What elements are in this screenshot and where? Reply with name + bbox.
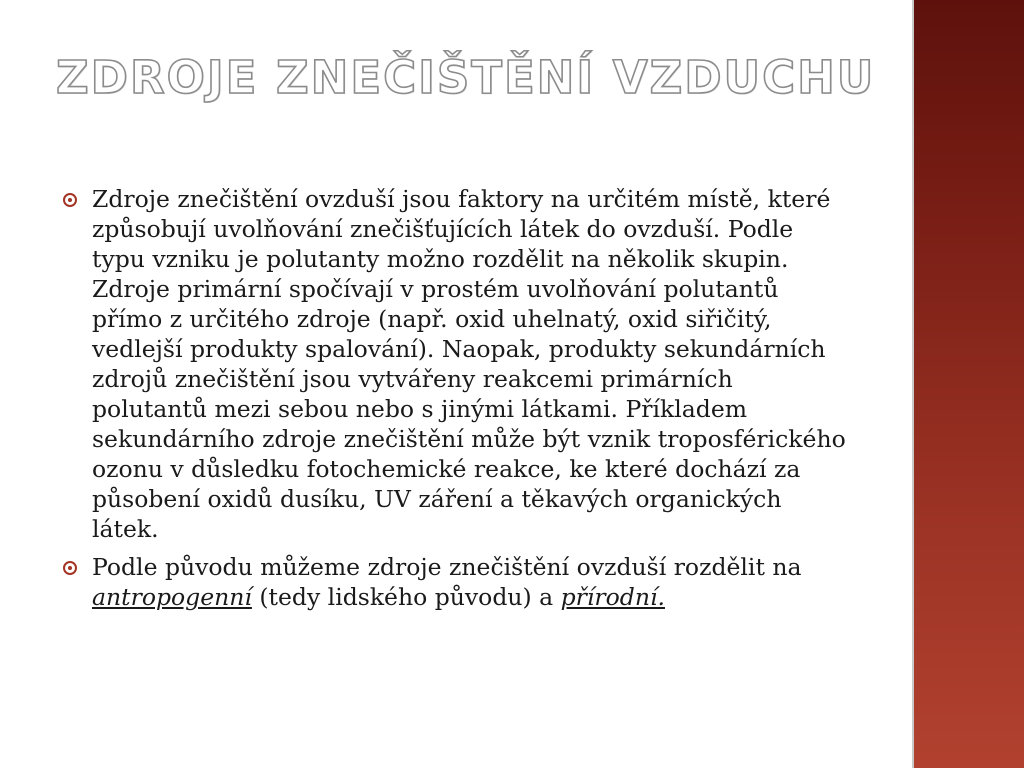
bullet-text-2-middle: (tedy lidského původu) a	[251, 583, 561, 611]
term-natural: přírodní.	[560, 583, 665, 611]
circle-bullet-icon	[63, 193, 77, 207]
slide-title: ZDROJE ZNEČIŠTĚNÍ VZDUCHU	[56, 51, 876, 104]
bullet-text-2-start: Podle původu můžeme zdroje znečištění ovzduší rozdělit na	[92, 553, 802, 581]
circle-bullet-icon	[63, 561, 77, 575]
bullet-item-1	[62, 184, 852, 544]
bullet-list	[62, 184, 852, 620]
bullet-text-1: Zdroje znečištění ovzduší jsou faktory na určitém místě, které způsobují uvolňování znečišťujících látek do ovzduší. Podle typu vzniku je polutanty možno rozdělit na několik skupin. Zdroje primární spočívají v prostém uvolňování polutantů přímo z určitého zdroje (např. oxid uhelnatý, oxid siřičitý, vedlejší produkty spalování). Naopak, produkty sekundárních zdrojů znečištění jsou vytvářeny reakcemi primárních polutantů mezi sebou nebo s jinými látkami. Příkladem sekundárního zdroje znečištění může být vznik troposférického ozonu v důsledku fotochemické reakce, ke které dochází za působení oxidů dusíku, UV záření a těkavých organických látek.	[92, 185, 846, 543]
decorative-side-band	[912, 0, 1024, 768]
bullet-item-2	[62, 552, 852, 612]
term-anthropogenic: antropogenní	[92, 583, 252, 611]
